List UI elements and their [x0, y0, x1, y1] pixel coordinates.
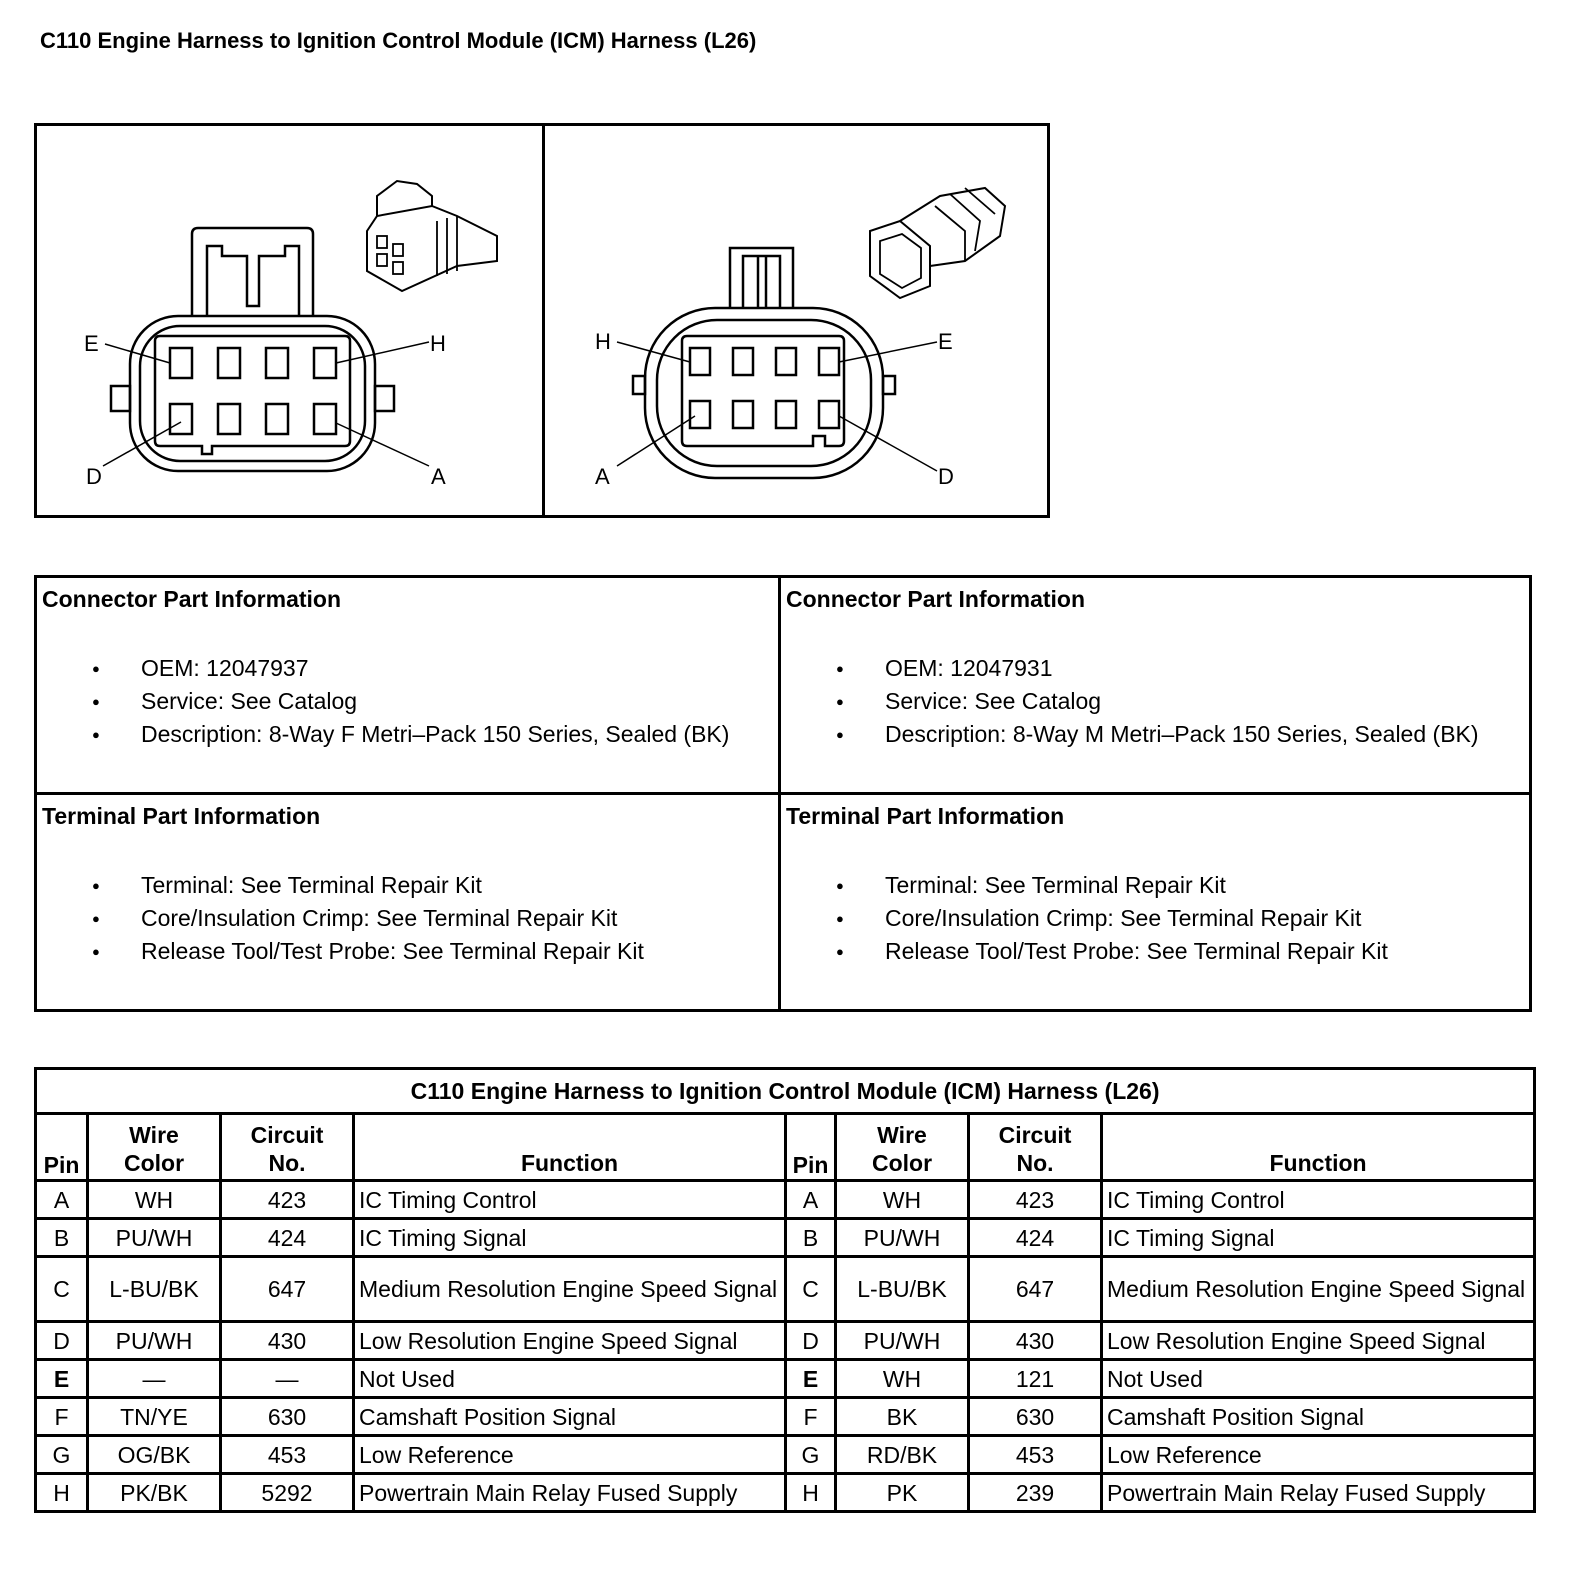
cell-function: Low Reference [354, 1436, 786, 1474]
label-a-left: A [431, 464, 446, 489]
label-d-right: D [938, 464, 954, 489]
cell-function: IC Timing Signal [354, 1219, 786, 1257]
right-connector-info [781, 578, 1529, 795]
cell-circuit: 5292 [221, 1474, 354, 1512]
cell-circuit: 424 [221, 1219, 354, 1257]
connector-info-header: Connector Part Information [42, 586, 342, 612]
cell-wire: — [88, 1360, 221, 1398]
left-terminal-info [37, 795, 781, 1009]
connector-info-header: Connector Part Information [786, 586, 1086, 612]
connector-info-list [37, 652, 729, 751]
list-item: ● Core/Insulation Crimp: See Terminal Repair Kit [37, 902, 644, 935]
cell-function: Low Resolution Engine Speed Signal [354, 1322, 786, 1360]
cell-pin: G [786, 1436, 836, 1474]
header-line: Wire [129, 1122, 179, 1148]
cell-wire: RD/BK [836, 1436, 969, 1474]
cell-function: Low Resolution Engine Speed Signal [1102, 1322, 1535, 1360]
col-circuit-no [221, 1114, 354, 1181]
label-h-right: H [595, 329, 611, 354]
cell-pin: H [786, 1474, 836, 1512]
cell-circuit: 423 [969, 1181, 1102, 1219]
label-h-left: H [430, 331, 446, 356]
connector-info-list [781, 652, 1479, 751]
cell-pin: B [36, 1219, 88, 1257]
table-caption: C110 Engine Harness to Ignition Control Module (ICM) Harness (L26) [36, 1069, 1535, 1114]
list-item: ● Terminal: See Terminal Repair Kit [781, 869, 1388, 902]
table-header-row [36, 1114, 1535, 1181]
cell-pin: E [786, 1360, 836, 1398]
col-function: Function [1102, 1114, 1535, 1181]
left-connector-info [37, 578, 781, 795]
cell-function: Camshaft Position Signal [354, 1398, 786, 1436]
terminal-info-list [37, 869, 644, 968]
table-row [36, 1181, 1535, 1219]
header-line: Circuit [998, 1122, 1072, 1148]
cell-wire: L-BU/BK [88, 1257, 221, 1322]
right-terminal-info [781, 795, 1529, 1009]
cell-pin: D [36, 1322, 88, 1360]
header-line: No. [268, 1150, 306, 1176]
cell-pin: F [36, 1398, 88, 1436]
cell-circuit: — [221, 1360, 354, 1398]
list-item: ● Description: 8-Way M Metri–Pack 150 Series, Sealed (BK) [781, 718, 1479, 751]
cell-function: IC Timing Signal [1102, 1219, 1535, 1257]
cell-pin: D [786, 1322, 836, 1360]
header-line: Color [123, 1150, 185, 1176]
cell-circuit: 430 [221, 1322, 354, 1360]
terminal-info-header: Terminal Part Information [786, 803, 1065, 829]
cell-wire: PU/WH [836, 1322, 969, 1360]
list-item: ● Release Tool/Test Probe: See Terminal Repair Kit [781, 935, 1388, 968]
cell-circuit: 430 [969, 1322, 1102, 1360]
list-item: ● Service: See Catalog [37, 685, 729, 718]
cell-wire: TN/YE [88, 1398, 221, 1436]
list-item: ● Core/Insulation Crimp: See Terminal Repair Kit [781, 902, 1388, 935]
label-a-right: A [595, 464, 610, 489]
table-row [36, 1436, 1535, 1474]
cell-circuit: 239 [969, 1474, 1102, 1512]
terminal-info-header: Terminal Part Information [42, 803, 321, 829]
cell-circuit: 630 [969, 1398, 1102, 1436]
cell-pin: G [36, 1436, 88, 1474]
page-title: C110 Engine Harness to Ignition Control Module (ICM) Harness (L26) [40, 28, 757, 53]
cell-wire: L-BU/BK [836, 1257, 969, 1322]
col-pin: Pin [786, 1114, 836, 1181]
pinout-table [34, 1067, 1536, 1513]
cell-function: Medium Resolution Engine Speed Signal [354, 1257, 786, 1322]
terminal-info-list [781, 869, 1388, 968]
table-row [36, 1219, 1535, 1257]
cell-circuit: 630 [221, 1398, 354, 1436]
cell-circuit: 453 [969, 1436, 1102, 1474]
header-line: No. [1016, 1150, 1054, 1176]
list-item: ● Terminal: See Terminal Repair Kit [37, 869, 644, 902]
table-row [36, 1322, 1535, 1360]
cell-function: Not Used [1102, 1360, 1535, 1398]
cell-pin: F [786, 1398, 836, 1436]
col-pin: Pin [36, 1114, 88, 1181]
cell-circuit: 424 [969, 1219, 1102, 1257]
cell-wire: BK [836, 1398, 969, 1436]
list-item: ● Description: 8-Way F Metri–Pack 150 Series, Sealed (BK) [37, 718, 729, 751]
cell-wire: WH [836, 1181, 969, 1219]
col-wire-color [836, 1114, 969, 1181]
cell-wire: WH [836, 1360, 969, 1398]
table-row [36, 1257, 1535, 1322]
header-line: Color [871, 1150, 933, 1176]
table-row [36, 1360, 1535, 1398]
cell-pin: A [786, 1181, 836, 1219]
cell-wire: WH [88, 1181, 221, 1219]
cell-wire: PK/BK [88, 1474, 221, 1512]
cell-pin: C [786, 1257, 836, 1322]
cell-function: Medium Resolution Engine Speed Signal [1102, 1257, 1535, 1322]
cell-pin: A [36, 1181, 88, 1219]
cell-pin: E [36, 1360, 88, 1398]
cell-function: IC Timing Control [354, 1181, 786, 1219]
cell-pin: H [36, 1474, 88, 1512]
cell-function: Low Reference [1102, 1436, 1535, 1474]
label-e-left: E [84, 331, 99, 356]
cell-circuit: 423 [221, 1181, 354, 1219]
cell-circuit: 647 [969, 1257, 1102, 1322]
connector-diagram [34, 123, 1050, 518]
female-connector-drawing [37, 126, 542, 515]
list-item: ● OEM: 12047937 [37, 652, 729, 685]
cell-circuit: 647 [221, 1257, 354, 1322]
list-item: ● Service: See Catalog [781, 685, 1479, 718]
cell-circuit: 453 [221, 1436, 354, 1474]
cell-wire: PU/WH [88, 1322, 221, 1360]
cell-function: Powertrain Main Relay Fused Supply [354, 1474, 786, 1512]
cell-function: Camshaft Position Signal [1102, 1398, 1535, 1436]
col-circuit-no [969, 1114, 1102, 1181]
cell-pin: B [786, 1219, 836, 1257]
label-d-left: D [86, 464, 102, 489]
cell-wire: OG/BK [88, 1436, 221, 1474]
male-connector-drawing [545, 126, 1050, 515]
cell-wire: PK [836, 1474, 969, 1512]
col-wire-color [88, 1114, 221, 1181]
header-line: Circuit [250, 1122, 324, 1148]
list-item: ● Release Tool/Test Probe: See Terminal Repair Kit [37, 935, 644, 968]
table-row [36, 1474, 1535, 1512]
cell-wire: PU/WH [88, 1219, 221, 1257]
cell-wire: PU/WH [836, 1219, 969, 1257]
cell-function: Powertrain Main Relay Fused Supply [1102, 1474, 1535, 1512]
list-item: ● OEM: 12047931 [781, 652, 1479, 685]
cell-circuit: 121 [969, 1360, 1102, 1398]
col-function: Function [354, 1114, 786, 1181]
part-information-grid [34, 575, 1532, 1012]
label-e-right: E [938, 329, 953, 354]
cell-function: Not Used [354, 1360, 786, 1398]
cell-pin: C [36, 1257, 88, 1322]
table-row [36, 1398, 1535, 1436]
cell-function: IC Timing Control [1102, 1181, 1535, 1219]
header-line: Wire [877, 1122, 927, 1148]
